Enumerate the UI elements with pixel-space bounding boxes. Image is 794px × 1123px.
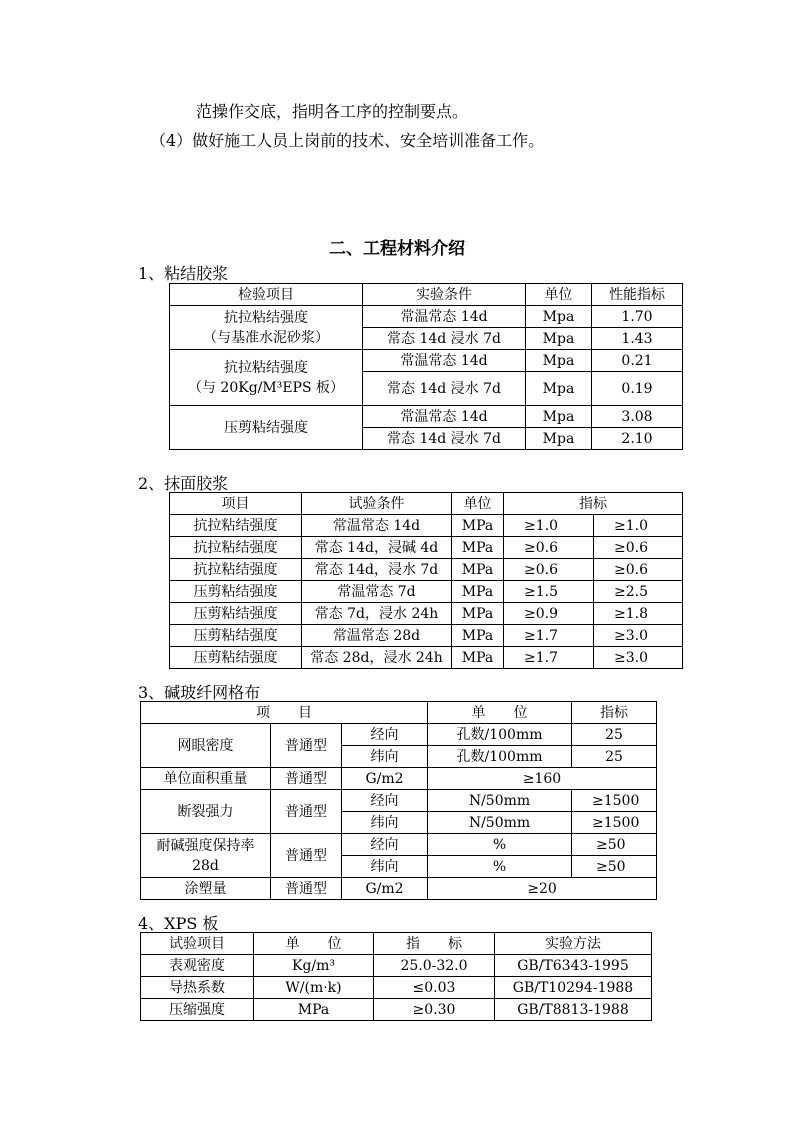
value-cell: ≥1.0 [504, 515, 594, 537]
unit-cell: MPa [452, 581, 504, 603]
direction-cell: 经向 [342, 724, 428, 746]
method-cell: GB/T8813-1988 [495, 999, 652, 1021]
direction-cell: 纬向 [342, 812, 428, 834]
method-cell: GB/T10294-1988 [495, 977, 652, 999]
direction-cell: 纬向 [342, 746, 428, 768]
unit-cell: G/m2 [342, 768, 428, 790]
table-row [141, 955, 652, 977]
unit-cell: Mpa [526, 428, 592, 450]
item-cell: 抗拉粘结强度 [170, 537, 302, 559]
table-header-cell: 项 目 [141, 702, 428, 724]
item-cell: 压缩强度 [141, 999, 254, 1021]
table-row [141, 878, 657, 900]
table-row [170, 625, 683, 647]
value-cell: ≥1500 [572, 790, 657, 812]
value-cell: ≥0.9 [504, 603, 594, 625]
item-cell: 涂塑量 [141, 878, 271, 900]
table-header-cell: 实验条件 [363, 284, 526, 306]
value-cell: ≥1.7 [504, 625, 594, 647]
value-cell: 1.43 [592, 328, 683, 350]
item-cell: 压剪粘结强度 [170, 581, 302, 603]
value-cell: ≥1.0 [594, 515, 683, 537]
condition-cell: 常温常态 14d [363, 306, 526, 328]
table-header-cell: 指标 [504, 493, 683, 515]
condition-cell: 常温常态 14d [363, 406, 526, 428]
direction-cell: 纬向 [342, 856, 428, 878]
s2-table [169, 492, 683, 669]
condition-cell: 常温常态 28d [302, 625, 452, 647]
value-cell: 1.70 [592, 306, 683, 328]
item-line: （与基准水泥砂浆） [203, 329, 329, 346]
table-header-row [141, 933, 652, 955]
value-cell: ≥1.7 [504, 647, 594, 669]
value-cell: ≥0.6 [594, 559, 683, 581]
item-cell: 压剪粘结强度 [170, 603, 302, 625]
value-cell: 0.21 [592, 350, 683, 372]
table-row [170, 515, 683, 537]
unit-cell: MPa [452, 647, 504, 669]
value-cell: ≥1.8 [594, 603, 683, 625]
table-row [141, 977, 652, 999]
direction-cell: 经向 [342, 834, 428, 856]
table-row [170, 647, 683, 669]
value-cell: ≥1500 [572, 812, 657, 834]
table-header-cell: 单 位 [428, 702, 572, 724]
value-cell: ≥50 [572, 834, 657, 856]
type-cell: 普通型 [271, 790, 342, 834]
value-cell: 0.19 [592, 372, 683, 406]
table-header-cell: 项目 [170, 493, 302, 515]
unit-cell: Mpa [526, 372, 592, 406]
item-line: 抗拉粘结强度 [224, 309, 308, 326]
condition-cell: 常温常态 14d [363, 350, 526, 372]
table-header-cell: 指标 [572, 702, 657, 724]
table-row [170, 306, 683, 328]
value-cell: ≤0.03 [374, 977, 495, 999]
value-cell: ≥50 [572, 856, 657, 878]
type-cell: 普通型 [271, 834, 342, 878]
value-cell: 25 [572, 724, 657, 746]
unit-cell: MPa [452, 625, 504, 647]
item-cell: 抗拉粘结强度 [170, 515, 302, 537]
table-header-cell: 试验条件 [302, 493, 452, 515]
table-header-row [170, 493, 683, 515]
unit-cell: Mpa [526, 328, 592, 350]
s3-table [140, 701, 657, 900]
item-cell: 断裂强力 [141, 790, 271, 834]
item-cell: 导热系数 [141, 977, 254, 999]
condition-cell: 常态 7d，浸水 24h [302, 603, 452, 625]
table-row [170, 406, 683, 428]
unit-cell: MPa [254, 999, 374, 1021]
condition-cell: 常态 28d，浸水 24h [302, 647, 452, 669]
item-cell: 单位面积重量 [141, 768, 271, 790]
table-header-cell: 单 位 [254, 933, 374, 955]
table-header-cell: 检验项目 [170, 284, 363, 306]
value-cell: ≥3.0 [594, 647, 683, 669]
unit-cell: Mpa [526, 350, 592, 372]
intro-line-2: （4）做好施工人员上岗前的技术、安全培训准备工作。 [150, 131, 545, 150]
s4-table [140, 932, 652, 1021]
value-cell: ≥160 [428, 768, 657, 790]
item-cell: 压剪粘结强度 [170, 625, 302, 647]
unit-cell: W/(m·k) [254, 977, 374, 999]
condition-cell: 常态 14d，浸碱 4d [302, 537, 452, 559]
section-title: 二、工程材料介绍 [329, 239, 465, 259]
item-cell: 压剪粘结强度 [170, 647, 302, 669]
table-row [170, 350, 683, 372]
unit-cell: MPa [452, 559, 504, 581]
value-cell: ≥2.5 [594, 581, 683, 603]
unit-cell: N/50mm [428, 812, 572, 834]
item-cell [170, 350, 363, 406]
item-cell [170, 306, 363, 350]
type-cell: 普通型 [271, 724, 342, 768]
value-cell: ≥0.6 [594, 537, 683, 559]
table-row [141, 790, 657, 812]
item-cell: 网眼密度 [141, 724, 271, 768]
condition-cell: 常态 14d 浸水 7d [363, 428, 526, 450]
item-cell: 抗拉粘结强度 [170, 559, 302, 581]
condition-cell: 常态 14d 浸水 7d [363, 328, 526, 350]
unit-cell: N/50mm [428, 790, 572, 812]
item-cell [141, 834, 271, 878]
item-cell: 压剪粘结强度 [170, 406, 363, 450]
value-cell: ≥20 [428, 878, 657, 900]
unit-cell: Mpa [526, 306, 592, 328]
method-cell: GB/T6343-1995 [495, 955, 652, 977]
table-header-cell: 试验项目 [141, 933, 254, 955]
table-header-row [141, 702, 657, 724]
condition-cell: 常态 14d，浸水 7d [302, 559, 452, 581]
type-cell: 普通型 [271, 768, 342, 790]
unit-cell: MPa [452, 603, 504, 625]
value-cell: ≥1.5 [504, 581, 594, 603]
item-line: 耐碱强度保持率 [156, 837, 255, 854]
value-cell: 2.10 [592, 428, 683, 450]
s1-table [169, 283, 683, 450]
table-header-cell: 实验方法 [495, 933, 652, 955]
table-header-row [170, 284, 683, 306]
unit-cell: MPa [452, 515, 504, 537]
unit-cell: G/m2 [342, 878, 428, 900]
s1-title: 1、粘结胶浆 [138, 264, 229, 283]
unit-cell: MPa [452, 537, 504, 559]
table-header-cell: 单位 [526, 284, 592, 306]
item-line: 抗拉粘结强度 [224, 359, 308, 376]
table-row [141, 999, 652, 1021]
s3-title: 3、碱玻纤网格布 [138, 683, 261, 702]
unit-cell: Kg/m³ [254, 955, 374, 977]
unit-cell: % [428, 856, 572, 878]
value-cell: 25.0-32.0 [374, 955, 495, 977]
value-cell: 3.08 [592, 406, 683, 428]
unit-cell: % [428, 834, 572, 856]
table-row [170, 537, 683, 559]
unit-cell: 孔数/100mm [428, 746, 572, 768]
value-cell: ≥0.30 [374, 999, 495, 1021]
condition-cell: 常态 14d 浸水 7d [363, 372, 526, 406]
s2-title: 2、抹面胶浆 [138, 474, 229, 493]
item-line: 28d [192, 857, 219, 874]
table-row [170, 581, 683, 603]
intro-line-1: 范操作交底，指明各工序的控制要点。 [196, 102, 469, 121]
table-header-cell: 性能指标 [592, 284, 683, 306]
table-row [170, 559, 683, 581]
table-row [141, 768, 657, 790]
table-row [170, 603, 683, 625]
type-cell: 普通型 [271, 878, 342, 900]
item-cell: 表观密度 [141, 955, 254, 977]
direction-cell: 经向 [342, 790, 428, 812]
table-header-cell: 指 标 [374, 933, 495, 955]
value-cell: ≥0.6 [504, 537, 594, 559]
unit-cell: Mpa [526, 406, 592, 428]
table-header-cell: 单位 [452, 493, 504, 515]
table-row [141, 834, 657, 856]
value-cell: ≥0.6 [504, 559, 594, 581]
condition-cell: 常温常态 7d [302, 581, 452, 603]
condition-cell: 常温常态 14d [302, 515, 452, 537]
s4-title: 4、XPS 板 [138, 914, 219, 933]
value-cell: 25 [572, 746, 657, 768]
item-line: （与 20Kg/M³EPS 板） [187, 379, 345, 396]
value-cell: ≥3.0 [594, 625, 683, 647]
table-row [141, 724, 657, 746]
unit-cell: 孔数/100mm [428, 724, 572, 746]
